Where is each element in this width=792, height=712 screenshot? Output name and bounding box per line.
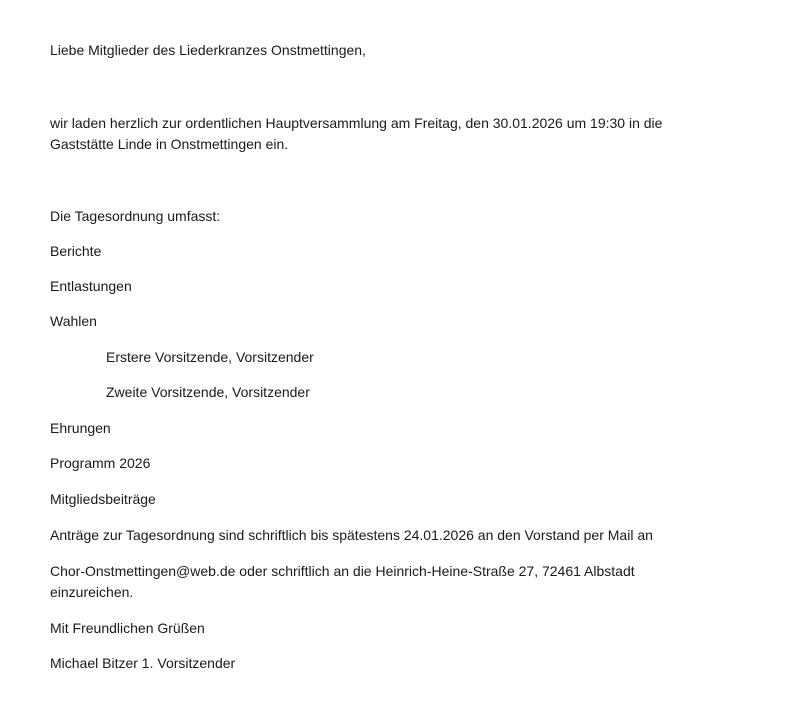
agenda-item: Entlastungen [50,278,132,294]
motions-line: Chor-Onstmettingen@web.de oder schriftlich an die Heinrich-Heine-Straße 27, 72461 Albstadt [50,563,635,579]
agenda-item: Berichte [50,243,102,259]
signature: Michael Bitzer 1. Vorsitzender [50,655,236,671]
agenda-item: Wahlen [50,313,97,329]
agenda-intro: Die Tagesordnung umfasst: [50,208,221,224]
invitation-line: Gaststätte Linde in Onstmettingen ein. [50,136,289,152]
election-item: Zweite Vorsitzende, Vorsitzender [106,384,310,400]
salutation: Liebe Mitglieder des Liederkranzes Onstmettingen, [50,42,366,58]
closing: Mit Freundlichen Grüßen [50,620,205,636]
election-item: Erstere Vorsitzende, Vorsitzender [106,349,314,365]
agenda-item: Ehrungen [50,420,111,436]
motions-line: Anträge zur Tagesordnung sind schriftlich bis spätestens 24.01.2026 an den Vorstand per Mail an [50,527,653,543]
agenda-item: Programm 2026 [50,455,151,471]
invitation-line: wir laden herzlich zur ordentlichen Hauptversammlung am Freitag, den 30.01.2026 um 19:30 in die [50,115,663,131]
motions-line: einzureichen. [50,584,134,600]
agenda-item: Mitgliedsbeiträge [50,491,156,507]
